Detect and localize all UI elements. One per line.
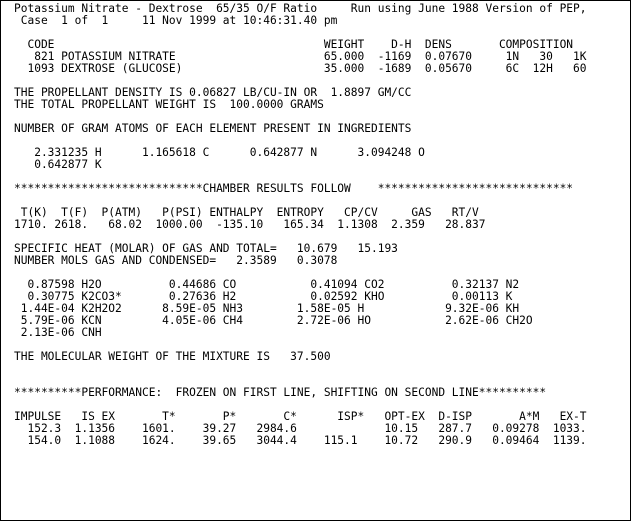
- output-line: THE MOLECULAR WEIGHT OF THE MIXTURE IS 37.500: [14, 350, 331, 363]
- output-line: 2.331235 H 1.165618 C 0.642877 N 3.094248 O: [14, 146, 425, 159]
- output-line: 821 POTASSIUM NITRATE 65.000 -1169 0.07670 1N 30 1K: [14, 50, 587, 63]
- output-line: NUMBER OF GRAM ATOMS OF EACH ELEMENT PRESENT IN INGREDIENTS: [14, 122, 412, 135]
- output-line: Case 1 of 1 11 Nov 1999 at 10:46:31.40 pm: [14, 14, 338, 27]
- output-line: 0.642877 K: [14, 158, 102, 171]
- output-line: 5.79E-06 KCN 4.05E-06 CH4 2.72E-06 HO 2.62E-06 CH2O: [14, 314, 533, 327]
- output-line: 152.3 1.1356 1601. 39.27 2984.6 10.15 287.7 0.09278 1033.: [14, 422, 587, 435]
- output-line: IMPULSE IS EX T* P* C* ISP* OPT-EX D-ISP A*M EX-T: [14, 410, 587, 423]
- output-line: Potassium Nitrate - Dextrose 65/35 O/F Ratio Run using June 1988 Version of PEP,: [14, 2, 587, 15]
- output-line: **********PERFORMANCE: FROZEN ON FIRST LINE, SHIFTING ON SECOND LINE**********: [14, 386, 547, 399]
- output-line: 0.87598 H2O 0.44686 CO 0.41094 CO2 0.32137 N2: [14, 278, 520, 291]
- output-line: 2.13E-06 CNH: [14, 326, 102, 339]
- output-line: 1710. 2618. 68.02 1000.00 -135.10 165.34 1.1308 2.359 28.837: [14, 218, 486, 231]
- output-line: 0.30775 K2CO3* 0.27636 H2 0.02592 KHO 0.00113 K: [14, 290, 513, 303]
- output-line: 154.0 1.1088 1624. 39.65 3044.4 115.1 10.72 290.9 0.09464 1139.: [14, 434, 587, 447]
- output-line: CODE WEIGHT D-H DENS COMPOSITION: [14, 38, 574, 51]
- output-line: NUMBER MOLS GAS AND CONDENSED= 2.3589 0.3078: [14, 254, 338, 267]
- output-line: 1.44E-04 K2H2O2 8.59E-05 NH3 1.58E-05 H 9.32E-06 KH: [14, 302, 520, 315]
- blank-line: [14, 363, 587, 375]
- program-output-text: [14, 3, 587, 447]
- output-line: 1093 DEXTROSE (GLUCOSE) 35.000 -1689 0.05670 6C 12H 60: [14, 62, 587, 75]
- output-line: THE TOTAL PROPELLANT WEIGHT IS 100.0000 GRAMS: [14, 98, 324, 111]
- output-line: T(K) T(F) P(ATM) P(PSI) ENTHALPY ENTROPY CP/CV GAS RT/V: [14, 206, 479, 219]
- output-line: THE PROPELLANT DENSITY IS 0.06827 LB/CU-IN OR 1.8897 GM/CC: [14, 86, 412, 99]
- output-line: ****************************CHAMBER RESULTS FOLLOW *****************************: [14, 182, 574, 195]
- output-line: SPECIFIC HEAT (MOLAR) OF GAS AND TOTAL= 10.679 15.193: [14, 242, 398, 255]
